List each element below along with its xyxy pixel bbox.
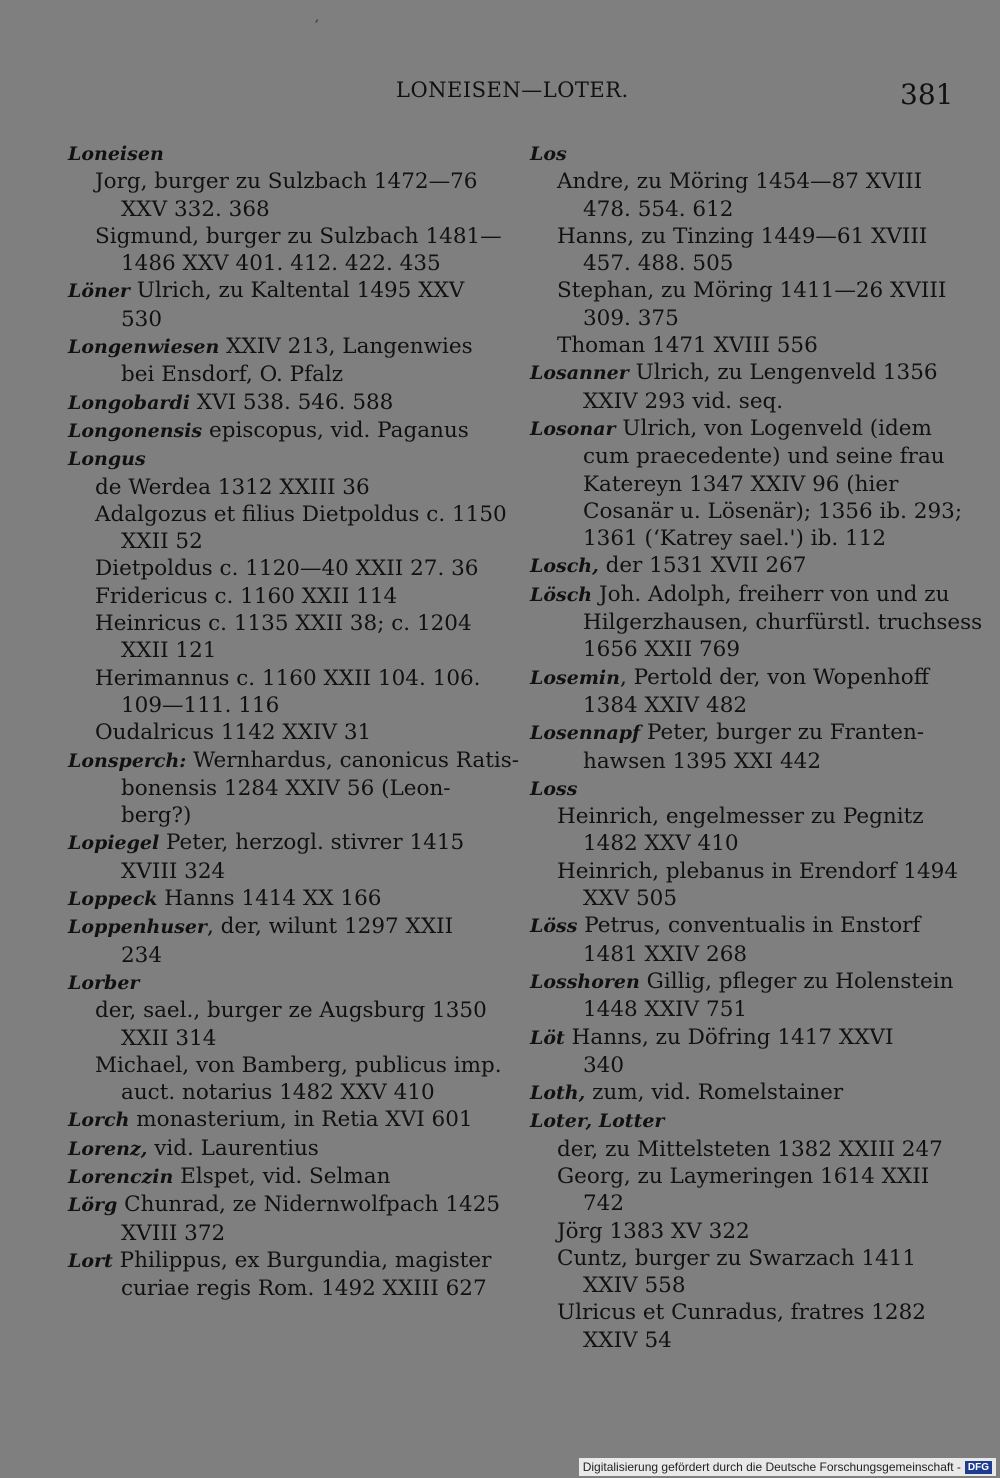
index-text: Michael, von Bamberg, publicus imp. bbox=[95, 1052, 502, 1078]
index-line bbox=[530, 803, 950, 830]
index-text: 478. 554. 612 bbox=[583, 196, 734, 222]
index-text: Ulrich, zu Lengenveld 1356 bbox=[628, 360, 938, 386]
index-text: vid. Laurentius bbox=[147, 1135, 319, 1161]
index-line bbox=[68, 306, 488, 333]
index-line bbox=[68, 969, 488, 997]
index-line bbox=[68, 1191, 501, 1219]
index-line bbox=[530, 1052, 950, 1079]
index-text: Ulricus et Cunradus, fratres 1282 bbox=[557, 1300, 926, 1326]
index-text: curiae regis Rom. 1492 XXIII 627 bbox=[121, 1276, 487, 1302]
running-header: LONEISEN—LOTER. bbox=[396, 78, 629, 102]
index-headword: Losch, bbox=[530, 555, 599, 578]
index-headword: Lort bbox=[68, 1249, 113, 1272]
index-headword: Lorch bbox=[68, 1109, 130, 1132]
index-line bbox=[530, 443, 950, 470]
index-text: auct. notarius 1482 XXV 410 bbox=[121, 1080, 435, 1106]
index-line bbox=[530, 912, 950, 940]
index-headword: Lonsperch: bbox=[68, 749, 187, 772]
index-text: 234 bbox=[121, 942, 163, 968]
index-line bbox=[68, 361, 488, 388]
index-line bbox=[530, 692, 950, 719]
index-line bbox=[530, 1272, 950, 1299]
index-headword: Longenwiesen bbox=[68, 336, 220, 359]
index-line bbox=[530, 415, 950, 443]
index-text: Herimannus c. 1160 XXII 104. 106. bbox=[95, 665, 481, 691]
index-line bbox=[530, 1245, 950, 1272]
index-text: Andre, zu Möring 1454—87 XVIII bbox=[557, 169, 923, 195]
dfg-logo-icon: DFG bbox=[965, 1461, 992, 1474]
index-line bbox=[68, 333, 488, 361]
index-text: XVI 538. 546. 588 bbox=[189, 389, 394, 415]
index-headword: Loth, bbox=[530, 1082, 586, 1105]
index-headword: Lorenz, bbox=[68, 1137, 148, 1160]
index-line bbox=[530, 830, 950, 857]
index-text: Fridericus c. 1160 XXII 114 bbox=[95, 583, 398, 609]
index-line bbox=[530, 223, 950, 250]
index-line bbox=[68, 610, 488, 637]
index-line bbox=[530, 525, 950, 552]
index-line bbox=[68, 665, 488, 692]
index-headword: Löt bbox=[530, 1026, 565, 1049]
index-text: bei Ensdorf, O. Pfalz bbox=[121, 362, 344, 388]
index-headword: Longobardi bbox=[68, 391, 190, 414]
index-text: 1482 XXV 410 bbox=[583, 831, 739, 857]
page-number: 381 bbox=[900, 78, 954, 111]
index-text: Katereyn 1347 XXIV 96 (hier bbox=[583, 471, 899, 497]
index-line bbox=[530, 941, 950, 968]
left-column bbox=[68, 140, 520, 1302]
index-line bbox=[530, 1024, 950, 1052]
index-line bbox=[530, 996, 950, 1023]
index-text: cum praecedente) und seine frau bbox=[583, 444, 945, 470]
index-line bbox=[530, 359, 950, 387]
index-line bbox=[530, 1218, 950, 1245]
index-text: Ulrich, zu Kaltental 1495 XXV bbox=[129, 278, 465, 304]
index-line bbox=[530, 968, 954, 996]
index-text: XXV 332. 368 bbox=[121, 196, 270, 222]
index-line bbox=[530, 885, 950, 912]
index-text: XXIV 293 vid. seq. bbox=[583, 388, 784, 414]
index-headword: Lorenczin bbox=[68, 1165, 174, 1188]
index-text: Jorg, burger zu Sulzbach 1472—76 bbox=[95, 169, 478, 195]
index-line bbox=[68, 223, 502, 250]
index-text: hawsen 1395 XXI 442 bbox=[583, 748, 822, 774]
index-line bbox=[68, 1052, 502, 1079]
index-line bbox=[530, 1299, 950, 1326]
index-headword: Löss bbox=[530, 915, 578, 938]
index-headword: Loppeck bbox=[68, 888, 158, 911]
index-headword: Losanner bbox=[530, 362, 629, 385]
index-line bbox=[68, 858, 488, 885]
index-text: XXIV 54 bbox=[583, 1327, 672, 1353]
index-headword: Lörg bbox=[68, 1194, 118, 1217]
index-text: 742 bbox=[583, 1191, 625, 1217]
index-line bbox=[530, 498, 963, 525]
index-text: 1481 XXIV 268 bbox=[583, 941, 748, 967]
index-text: Heinrich, engelmesser zu Pegnitz bbox=[557, 804, 924, 830]
index-text: Petrus, conventualis in Enstorf bbox=[577, 913, 921, 939]
index-line bbox=[68, 829, 488, 857]
index-text: der 1531 XVII 267 bbox=[598, 553, 807, 579]
index-text: berg?) bbox=[121, 803, 192, 829]
index-text: episcopus, vid. Paganus bbox=[202, 417, 469, 443]
index-text: Jörg 1383 XV 322 bbox=[557, 1218, 750, 1244]
index-text: 530 bbox=[121, 306, 163, 332]
index-line bbox=[68, 1247, 492, 1275]
index-line bbox=[68, 637, 488, 664]
index-line bbox=[530, 664, 950, 692]
index-headword: Lorber bbox=[68, 971, 140, 994]
index-text: Gillig, pfleger zu Holenstein bbox=[639, 968, 954, 994]
index-headword: Loneisen bbox=[68, 143, 164, 165]
right-column bbox=[530, 140, 983, 1354]
index-line bbox=[68, 277, 488, 305]
index-text: Sigmund, burger zu Sulzbach 1481— bbox=[95, 223, 502, 249]
index-line bbox=[530, 1136, 950, 1163]
index-text: monasterium, in Retia XVI 601 bbox=[129, 1107, 473, 1133]
footer-text: Digitalisierung gefördert durch die Deutsche Forschungsgemeinschaft - bbox=[582, 1460, 961, 1474]
index-text: Elspet, vid. Selman bbox=[173, 1163, 391, 1189]
index-line bbox=[68, 555, 488, 582]
index-text: Joh. Adolph, freiherr von und zu bbox=[592, 581, 950, 607]
index-line bbox=[530, 1327, 950, 1354]
index-text: XXIV 213, Langenwies bbox=[219, 334, 473, 360]
index-line bbox=[530, 140, 950, 168]
index-headword: Loter, Lotter bbox=[530, 1110, 665, 1133]
index-text: , Pertold der, von Wopenhoff bbox=[619, 664, 930, 690]
index-line bbox=[530, 636, 950, 663]
index-text: 1486 XXV 401. 412. 422. 435 bbox=[121, 251, 441, 277]
index-text: Philippus, ex Burgundia, magister bbox=[112, 1247, 492, 1273]
index-line bbox=[68, 775, 488, 802]
index-text: XVIII 324 bbox=[121, 858, 226, 884]
index-text: Georg, zu Laymeringen 1614 XXII bbox=[557, 1163, 930, 1189]
index-text: Heinricus c. 1135 XXII 38; c. 1204 bbox=[95, 611, 472, 637]
index-text: 1656 XXII 769 bbox=[583, 637, 741, 663]
index-line bbox=[68, 692, 488, 719]
index-line bbox=[530, 277, 950, 304]
index-text: Heinrich, plebanus in Erendorf 1494 bbox=[557, 858, 959, 884]
index-line bbox=[530, 1190, 950, 1217]
index-headword: Losonar bbox=[530, 417, 616, 440]
index-line bbox=[530, 1163, 950, 1190]
index-text: 457. 488. 505 bbox=[583, 251, 734, 277]
index-text: 1448 XXIV 751 bbox=[583, 997, 748, 1023]
index-line bbox=[68, 913, 488, 941]
index-line bbox=[530, 552, 950, 580]
index-text: 109—111. 116 bbox=[121, 692, 280, 718]
index-line bbox=[530, 305, 950, 332]
index-text: Wernhardus, canonicus Ratis- bbox=[186, 747, 520, 773]
index-line bbox=[68, 168, 488, 195]
index-line bbox=[68, 1135, 488, 1163]
index-text: XVIII 372 bbox=[121, 1220, 226, 1246]
index-headword: Longus bbox=[68, 448, 146, 471]
index-line bbox=[68, 196, 488, 223]
index-text: bonensis 1284 XXIV 56 (Leon- bbox=[121, 775, 451, 801]
index-line bbox=[530, 388, 950, 415]
index-line bbox=[68, 885, 488, 913]
index-text: Hanns 1414 XX 166 bbox=[157, 886, 382, 912]
funding-footer bbox=[579, 1458, 996, 1476]
index-line bbox=[530, 775, 950, 803]
index-line bbox=[68, 942, 488, 969]
index-text: zum, vid. Romelstainer bbox=[585, 1080, 844, 1106]
index-line bbox=[530, 719, 950, 747]
index-text: 309. 375 bbox=[583, 305, 679, 331]
index-line bbox=[530, 581, 950, 609]
index-headword: Loss bbox=[530, 777, 578, 800]
index-line bbox=[68, 389, 488, 417]
index-text: Adalgozus et filius Dietpoldus c. 1150 bbox=[95, 501, 507, 527]
index-headword: Löner bbox=[68, 280, 130, 303]
index-line bbox=[68, 474, 488, 501]
index-text: XXIV 558 bbox=[583, 1273, 686, 1299]
index-line bbox=[68, 528, 488, 555]
index-text: der, sael., burger ze Augsburg 1350 bbox=[95, 998, 487, 1024]
index-text: XXII 314 bbox=[121, 1025, 217, 1051]
index-text: Peter, herzogl. stivrer 1415 bbox=[159, 830, 465, 856]
index-line bbox=[530, 609, 983, 636]
index-line bbox=[68, 445, 488, 473]
index-line bbox=[68, 583, 488, 610]
index-line bbox=[530, 1107, 950, 1135]
index-line bbox=[68, 140, 488, 168]
index-line bbox=[530, 748, 950, 775]
index-headword: Losennapf bbox=[530, 722, 641, 745]
index-line bbox=[68, 1079, 488, 1106]
index-line bbox=[530, 858, 959, 885]
index-text: Stephan, zu Möring 1411—26 XVIII bbox=[557, 278, 947, 304]
index-line bbox=[68, 802, 488, 829]
index-text: , der, wilunt 1297 XXII bbox=[206, 914, 454, 940]
index-line bbox=[68, 1025, 488, 1052]
index-line bbox=[68, 417, 488, 445]
index-headword: Los bbox=[530, 143, 567, 165]
index-headword: Lösch bbox=[530, 583, 593, 606]
index-text: Ulrich, von Logenveld (idem bbox=[615, 415, 932, 441]
index-text: XXV 505 bbox=[583, 886, 678, 912]
index-text: 1361 (ʻKatrey sael.') ib. 112 bbox=[583, 526, 887, 552]
index-text: Hilgerzhausen, churfürstl. truchsess bbox=[583, 610, 983, 636]
index-text: Chunrad, ze Nidernwolfpach 1425 bbox=[117, 1192, 501, 1218]
index-text: XXII 121 bbox=[121, 638, 217, 664]
index-line bbox=[530, 168, 950, 195]
index-text: Cuntz, burger zu Swarzach 1411 bbox=[557, 1245, 917, 1271]
index-headword: Longonensis bbox=[68, 419, 203, 442]
index-text: 340 bbox=[583, 1052, 625, 1078]
index-text: Peter, burger zu Franten- bbox=[640, 720, 925, 746]
index-headword: Losshoren bbox=[530, 970, 640, 993]
index-text: Thoman 1471 XVIII 556 bbox=[557, 333, 818, 359]
index-text: XXII 52 bbox=[121, 529, 203, 555]
index-line bbox=[68, 1220, 488, 1247]
index-line bbox=[68, 501, 507, 528]
index-text: Hanns, zu Döfring 1417 XXVI bbox=[564, 1024, 894, 1050]
index-line bbox=[530, 196, 950, 223]
index-text: der, zu Mittelsteten 1382 XXIII 247 bbox=[557, 1136, 943, 1162]
index-headword: Losemin bbox=[530, 666, 620, 689]
index-headword: Loppenhuser bbox=[68, 916, 207, 939]
index-line bbox=[68, 1275, 488, 1302]
index-line bbox=[68, 997, 488, 1024]
index-text: de Werdea 1312 XXIII 36 bbox=[95, 474, 370, 500]
index-line bbox=[530, 1079, 950, 1107]
index-text: Cosanär u. Lösenär); 1356 ib. 293; bbox=[583, 498, 963, 524]
index-line bbox=[530, 332, 950, 359]
index-line bbox=[530, 250, 950, 277]
index-text: 1384 XXIV 482 bbox=[583, 692, 748, 718]
index-line bbox=[68, 1163, 488, 1191]
index-text: Oudalricus 1142 XXIV 31 bbox=[95, 720, 372, 746]
stray-mark: ʼ bbox=[314, 18, 319, 34]
index-line bbox=[68, 250, 488, 277]
index-text: Dietpoldus c. 1120—40 XXII 27. 36 bbox=[95, 556, 479, 582]
index-text: Hanns, zu Tinzing 1449—61 XVIII bbox=[557, 223, 928, 249]
index-line bbox=[68, 719, 488, 746]
index-line bbox=[68, 747, 520, 775]
index-line bbox=[68, 1106, 488, 1134]
index-line bbox=[530, 471, 950, 498]
index-headword: Lopiegel bbox=[68, 832, 160, 855]
